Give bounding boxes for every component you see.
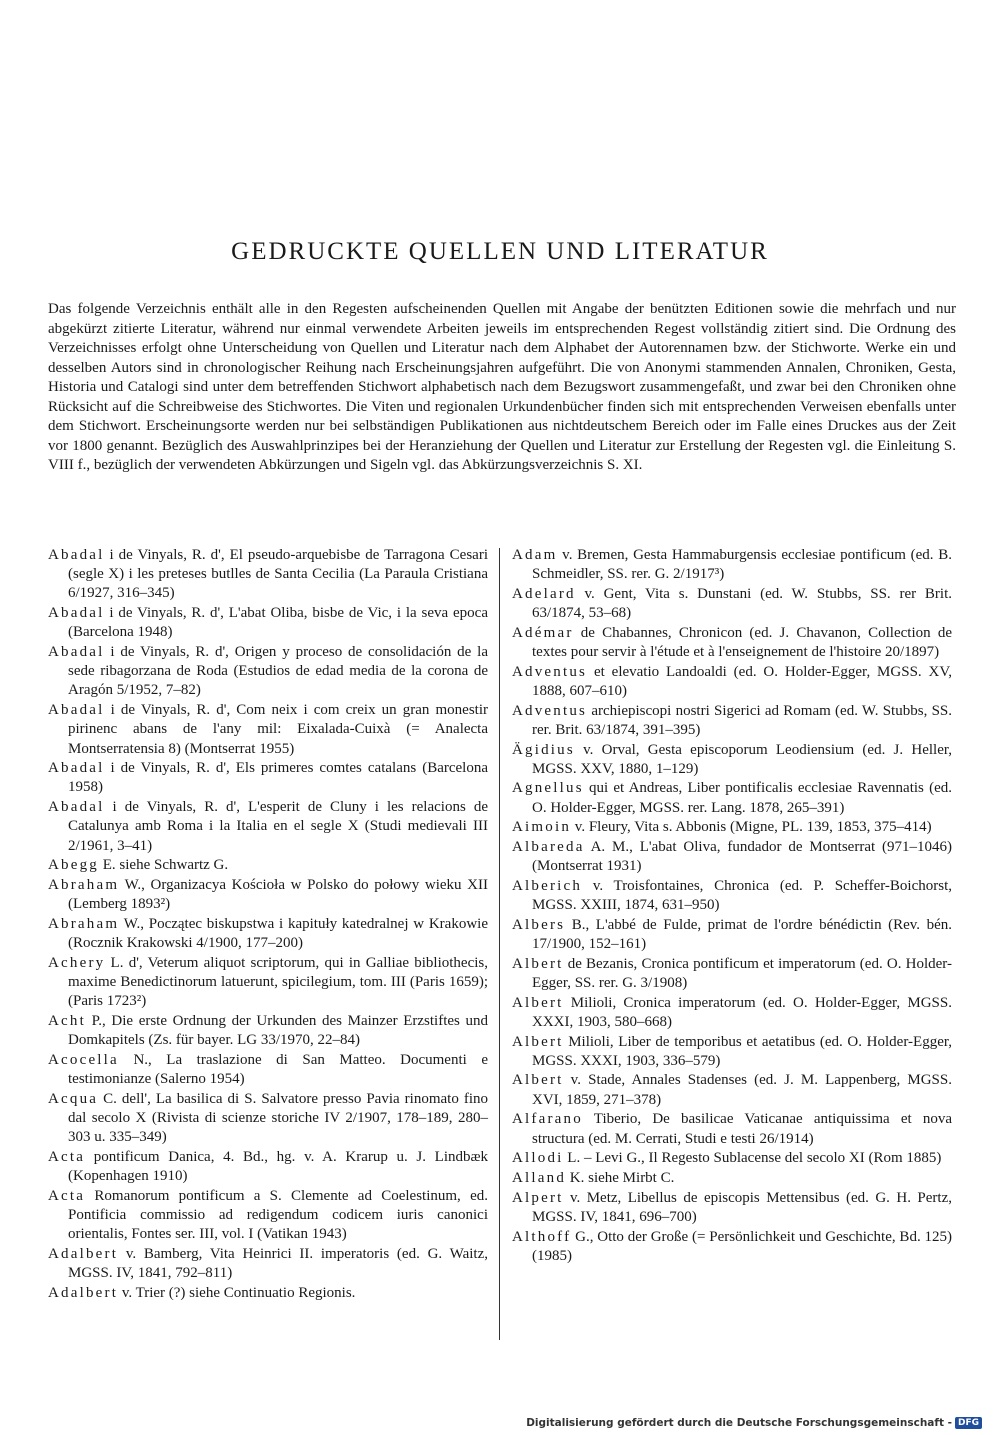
entry-author: Adelard <box>512 585 576 602</box>
bibliography-entry <box>48 876 488 914</box>
entry-text: i de Vinyals, R. d', L'abat Oliba, bisbe de Vic, i la seva epoca (Barcelona 1948) <box>68 605 488 641</box>
entry-author: Albert <box>512 1033 564 1050</box>
entry-text: Tiberio, De basilicae Vaticanae antiquissima et nova structura (ed. M. Cerrati, Studi e testi 26/1914) <box>532 1111 952 1147</box>
entry-text: v. Orval, Gesta episcoporum Leodiensium (ed. J. Heller, MGSS. XXV, 1880, 1–129) <box>532 741 952 777</box>
entry-text: pontificum Danica, 4. Bd., hg. v. A. Krarup u. J. Lindbæk (Kopenhagen 1910) <box>68 1148 488 1184</box>
entry-author: Adalbert <box>48 1245 119 1262</box>
entry-author: Aimoin <box>512 819 572 836</box>
entry-author: Adalbert <box>48 1284 119 1301</box>
entry-text: L. – Levi G., Il Regesto Sublacense del secolo XI (Rom 1885) <box>563 1150 942 1167</box>
bibliography-entry <box>48 954 488 1012</box>
entry-author: Abadal <box>48 760 105 777</box>
entry-text: Milioli, Cronica imperatorum (ed. O. Holder-Egger, MGSS. XXXI, 1903, 580–668) <box>532 994 952 1030</box>
bibliography-entry <box>512 741 952 779</box>
entry-author: Acocella <box>48 1051 119 1068</box>
bibliography-entry <box>48 546 488 604</box>
entry-text: v. Troisfontaines, Chronica (ed. P. Scheffer-Boichorst, MGSS. XXIII, 1874, 631–950) <box>532 877 952 914</box>
bibliography-entry <box>512 702 952 740</box>
entry-text: N., La traslazione di San Matteo. Documenti e testimonianze (Salerno 1954) <box>68 1051 488 1087</box>
bibliography-entry <box>48 1051 488 1089</box>
entry-author: Althoff <box>512 1228 572 1245</box>
bibliography-entry <box>48 1245 488 1283</box>
entry-text: G., Otto der Große (= Persönlichkeit und Geschichte, Bd. 125) (1985) <box>532 1228 952 1264</box>
entry-text: v. Bamberg, Vita Heinrici II. imperatoris (ed. G. Waitz, MGSS. IV, 1841, 792–811) <box>68 1245 488 1282</box>
bibliography-column-left <box>48 546 488 1303</box>
entry-text: Romanorum pontificum a S. Clemente ad Coelestinum, ed. Pontificia commissio ad redigendum codicem iuris canonici orientalis, Fontes ser. III, vol. I (Vatikan 1943) <box>68 1187 488 1243</box>
bibliography-entry <box>48 604 488 642</box>
entry-text: K. siehe Mirbt C. <box>566 1170 675 1186</box>
bibliography-entry <box>512 1071 952 1109</box>
bibliography-entry <box>512 877 952 915</box>
bibliography-entry <box>512 1149 952 1168</box>
entry-text: v. Stade, Annales Stadenses (ed. J. M. Lappenberg, MGSS. XVI, 1859, 271–378) <box>532 1072 952 1108</box>
entry-author: Alland <box>512 1170 567 1186</box>
bibliography-entry <box>512 818 952 837</box>
bibliography-entry <box>512 1033 952 1071</box>
bibliography-entry <box>48 701 488 759</box>
entry-author: Agnellus <box>512 780 584 797</box>
entry-author: Abraham <box>48 876 120 893</box>
entry-text: W., Organizacya Kościoła w Polsko do połowy wieku XII (Lemberg 1893²) <box>68 876 488 913</box>
bibliography-column-right <box>512 546 952 1267</box>
entry-author: Abegg <box>48 857 99 874</box>
entry-author: Abadal <box>48 702 105 719</box>
entry-text: archiepiscopi nostri Sigerici ad Romam (ed. W. Stubbs, SS. rer. Brit. 63/1874, 391–395) <box>532 702 952 738</box>
entry-text: v. Metz, Libellus de episcopis Mettensibus (ed. G. H. Pertz, MGSS. IV, 1841, 696–700) <box>532 1189 952 1225</box>
column-divider <box>499 548 500 1340</box>
bibliography-entry <box>512 955 952 993</box>
entry-text: W., Początec biskupstwa i kapituły katedralnej w Krakowie (Rocznik Krakowski 4/1900, 177–200) <box>68 915 488 952</box>
entry-text: de Bezanis, Cronica pontificum et imperatorum (ed. O. Holder-Egger, SS. rer. G. 3/1908) <box>532 955 952 991</box>
bibliography-entry <box>512 779 952 817</box>
entry-author: Acqua <box>48 1090 99 1107</box>
bibliography-entry <box>512 1169 952 1188</box>
entry-author: Alberich <box>512 877 583 894</box>
bibliography-entry <box>512 624 952 662</box>
bibliography-entry <box>48 1090 488 1148</box>
page-title: GEDRUCKTE QUELLEN UND LITERATUR <box>231 238 769 265</box>
footer <box>526 1417 982 1429</box>
entry-author: Albert <box>512 994 564 1011</box>
entry-text: C. dell', La basilica di S. Salvatore presso Pavia rinomato fino dal secolo X (Rivista di scienze storiche IV 2/1907, 178–189, 280–303 u. 335–349) <box>68 1090 488 1146</box>
entry-author: Acta <box>48 1148 86 1165</box>
entry-author: Achery <box>48 954 106 971</box>
entry-author: Adam <box>512 547 558 563</box>
entry-text: Milioli, Liber de temporibus et aetatibus (ed. O. Holder-Egger, MGSS. XXXI, 1903, 336–579) <box>532 1033 952 1069</box>
entry-text: i de Vinyals, R. d', Els primeres comtes catalans (Barcelona 1958) <box>68 760 488 796</box>
entry-text: i de Vinyals, R. d', Origen y proceso de consolidación de la sede ribagorzana de Roda (Estudios de edad media de la corona de Aragón 5/1952, 7–82) <box>68 644 488 699</box>
bibliography-entry <box>48 1148 488 1186</box>
entry-author: Allodi <box>512 1150 564 1167</box>
bibliography-entry <box>48 643 488 701</box>
bibliography-entry <box>48 1284 488 1303</box>
bibliography-entry <box>512 994 952 1032</box>
entry-author: Albers <box>512 916 566 933</box>
entry-author: Albareda <box>512 839 585 856</box>
entry-text: E. siehe Schwartz G. <box>99 857 229 874</box>
entry-text: A. M., L'abat Oliva, fundador de Montserrat (971–1046) (Montserrat 1931) <box>532 839 952 875</box>
entry-author: Acht <box>48 1012 86 1029</box>
bibliography-entry <box>48 856 488 875</box>
footer-text: Digitalisierung gefördert durch die Deutsche Forschungsgemeinschaft - <box>526 1417 952 1429</box>
bibliography-entry <box>512 663 952 701</box>
bibliography-entry <box>48 1012 488 1050</box>
entry-author: Alpert <box>512 1189 564 1206</box>
entry-text: L. d', Veterum aliquot scriptorum, qui in Galliae bibliothecis, maxime Benedictinorum latuerunt, spicilegium, tom. III (Paris 1659); (Paris 1723²) <box>68 954 488 1010</box>
bibliography-entry <box>512 585 952 623</box>
entry-text: v. Fleury, Vita s. Abbonis (Migne, PL. 139, 1853, 375–414) <box>571 819 932 836</box>
bibliography-entry <box>512 546 952 584</box>
bibliography-entry <box>512 1189 952 1227</box>
bibliography-entry <box>48 1187 488 1245</box>
entry-author: Acta <box>48 1187 86 1204</box>
entry-author: Abadal <box>48 605 105 622</box>
entry-text: i de Vinyals, R. d', L'esperit de Cluny i les relacions de Catalunya amb Roma i la Italia en el segle X (Studi medievali III 2/1961, 3–41) <box>68 799 488 854</box>
bibliography-entry <box>512 838 952 876</box>
entry-author: Adventus <box>512 663 588 680</box>
entry-text: B., L'abbé de Fulde, primat de l'ordre bénédictin (Rev. bén. 17/1900, 152–161) <box>532 916 952 953</box>
entry-text: i de Vinyals, R. d', Com neix i com creix un gran monestir pirinenc abans de l'any mil: Eixalada-Cuixà (= Analecta Montserratensia 8) (Montserrat 1955) <box>68 702 488 757</box>
entry-author: Alfarano <box>512 1111 583 1128</box>
entry-text: et elevatio Landoaldi (ed. O. Holder-Egger, MGSS. XV, 1888, 607–610) <box>532 663 952 699</box>
entry-text: P., Die erste Ordnung der Urkunden des Mainzer Erzstiftes und Domkapitels (Zs. für bayer. LG 33/1970, 22–84) <box>68 1012 488 1049</box>
entry-text: v. Trier (?) siehe Continuatio Regionis. <box>118 1284 356 1301</box>
intro-paragraph: Das folgende Verzeichnis enthält alle in den Regesten aufscheinenden Quellen mit Angabe der benützten Editionen sowie die mehrfach und nur abgekürzt zitierte Literatur, während nur einmal verwendete Arbeiten jeweils im entsprechenden Regest vollständig zitiert sind. Die Ordnung des Verzeichnisses erfolgt ohne Unterscheidung von Quellen und Literatur nach dem Alphabet der Autorennamen bzw. der Stichworte. Werke ein und desselben Autors sind in chronologischer Reihung nach Erscheinungsjahren aufgeführt. Die von Anonymi stammenden Annalen, Chroniken, Gesta, Historia und Catalogi sind unter dem betreffenden Stichwort alphabetisch nach dem Bezugswort zusammengefaßt, und zwar bei den Chroniken ohne Rücksicht auf die Schreibweise des Stichwortes. Die Viten und regionalen Urkundenbücher finden sich mit entsprechenden Verweisen ebenfalls unter dem Stichwort. Erscheinungsorte werden nur bei selbständigen Publikationen aus nichtdeutschem Bereich oder im Falle eines Druckes aus der Zeit vor 1800 genannt. Bezüglich des Auswahlprinzipes bei der Heranziehung der Quellen und Literatur zur Erstellung der Regesten vgl. die Einleitung S. VIII f., bezüglich der verwendeten Abkürzungen und Sigeln vgl. das Abkürzungsverzeichnis S. XI. <box>48 301 956 473</box>
bibliography-entry <box>48 915 488 953</box>
entry-author: Ägidius <box>512 741 575 758</box>
entry-text: v. Bremen, Gesta Hammaburgensis ecclesiae pontificum (ed. B. Schmeidler, SS. rer. G. 2/1917³) <box>532 547 952 583</box>
entry-text: i de Vinyals, R. d', El pseudo-arquebisbe de Tarragona Cesari (segle X) i les preteses butlles de Santa Cecilia (La Paraula Cristiana 6/1927, 316–345) <box>68 547 488 602</box>
entry-author: Albert <box>512 955 564 972</box>
entry-author: Abadal <box>48 644 105 661</box>
entry-author: Adémar <box>512 624 574 641</box>
entry-text: v. Gent, Vita s. Dunstani (ed. W. Stubbs, SS. rer Brit. 63/1874, 53–68) <box>532 585 952 622</box>
bibliography-entry <box>48 798 488 856</box>
entry-author: Abadal <box>48 799 105 816</box>
entry-author: Albert <box>512 1072 564 1089</box>
bibliography-entry <box>512 1228 952 1266</box>
entry-text: de Chabannes, Chronicon (ed. J. Chavanon, Collection de textes pour servir à l'étude et à l'enseignement de l'histoire 20/1897) <box>532 624 952 661</box>
bibliography-entry <box>512 1110 952 1148</box>
bibliography-entry <box>48 759 488 797</box>
entry-author: Adventus <box>512 702 588 719</box>
entry-author: Abadal <box>48 547 105 563</box>
dfg-logo-icon: DFG <box>955 1417 982 1429</box>
entry-text: qui et Andreas, Liber pontificalis ecclesiae Ravennatis (ed. O. Holder-Egger, MGSS. rer. Lang. 1878, 265–391) <box>532 780 952 816</box>
entry-author: Abraham <box>48 915 120 932</box>
bibliography-entry <box>512 916 952 954</box>
